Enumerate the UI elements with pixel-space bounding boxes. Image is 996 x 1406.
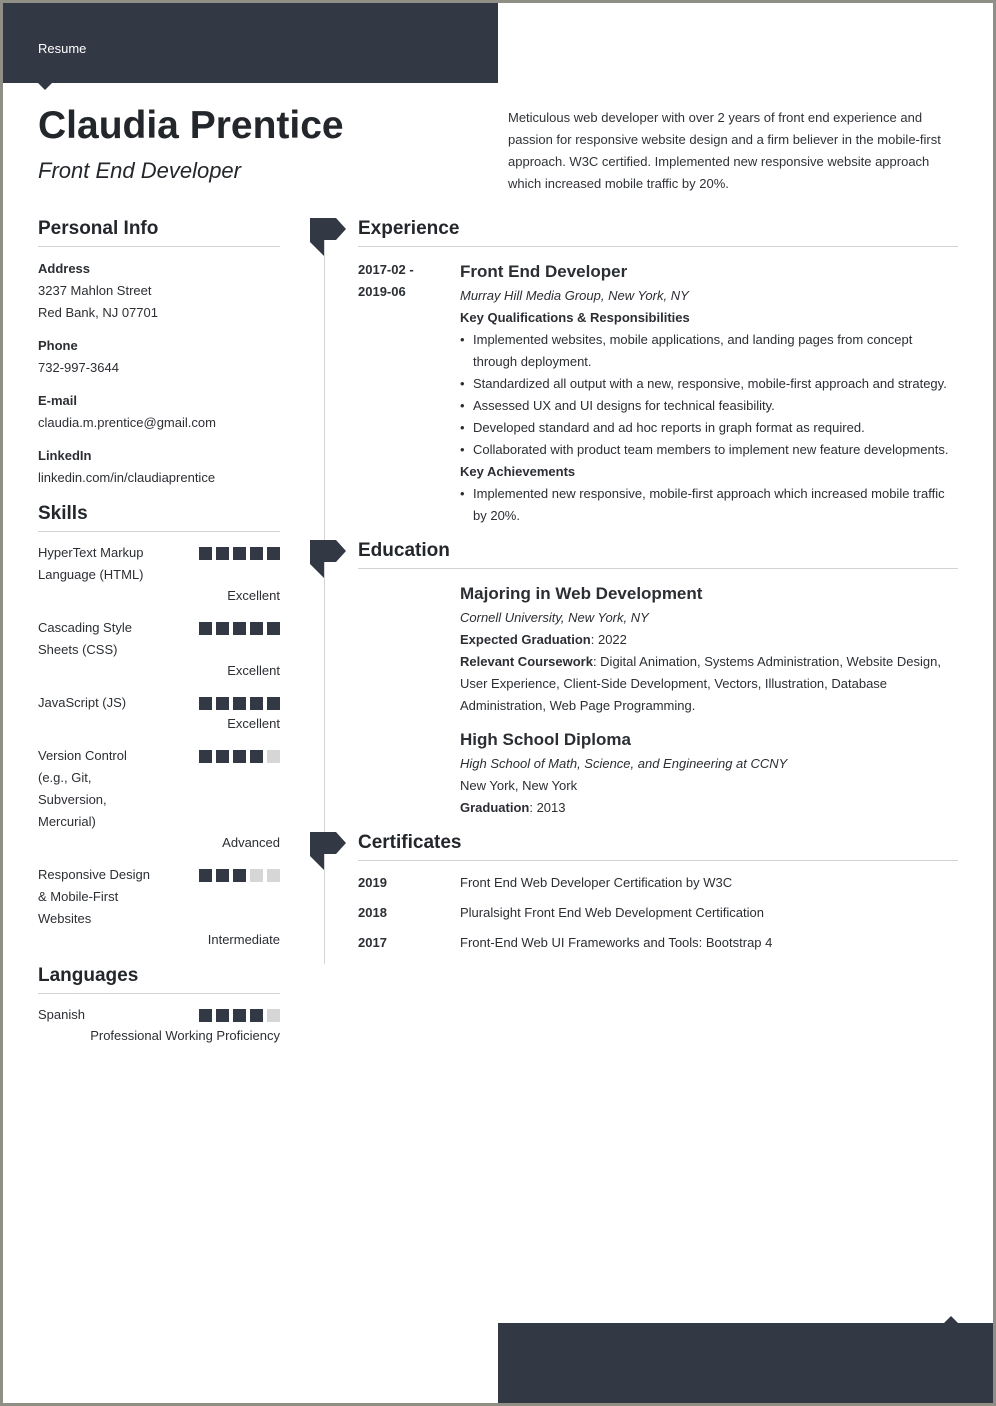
skill-item xyxy=(38,692,280,735)
certificate-year: 2018 xyxy=(358,905,387,920)
rating-filled-square xyxy=(233,1009,246,1022)
skill-rating xyxy=(199,622,280,635)
school-name: Cornell University, New York, NY xyxy=(460,610,649,625)
certificate-row xyxy=(358,932,958,962)
address-line-2: Red Bank, NJ 07701 xyxy=(38,305,158,320)
experience-date: 2017-02 - 2019-06 xyxy=(358,262,414,299)
rating-filled-square xyxy=(199,622,212,635)
certificates-section xyxy=(358,832,958,962)
certificate-year: 2017 xyxy=(358,935,387,950)
skill-level: Advanced xyxy=(222,835,280,850)
rating-filled-square xyxy=(267,622,280,635)
rating-filled-square xyxy=(267,697,280,710)
certificates-flag-icon xyxy=(310,832,346,870)
skill-name: Responsive Design & Mobile-First Websites xyxy=(38,867,151,926)
job-title: Front End Developer xyxy=(460,262,628,281)
certificate-year: 2019 xyxy=(358,875,387,890)
rating-filled-square xyxy=(216,622,229,635)
linkedin-value: linkedin.com/in/claudiaprentice xyxy=(38,470,216,485)
rating-filled-square xyxy=(233,750,246,763)
rating-filled-square xyxy=(216,869,229,882)
rating-filled-square xyxy=(233,697,246,710)
skill-level: Excellent xyxy=(227,716,280,731)
skill-rating xyxy=(199,869,280,882)
skill-level: Excellent xyxy=(227,588,280,603)
address-label: Address xyxy=(38,261,91,276)
coursework-value: : Digital Animation, Systems Administration, Website Design, User Experience, Client-Side Development, Vectors, Illustration, Database Administration, Web Page Programming. xyxy=(460,654,941,713)
education-heading: Education xyxy=(358,540,958,569)
skill-item xyxy=(38,864,280,951)
footer-bar xyxy=(498,1323,993,1403)
skills-list xyxy=(38,542,280,951)
certificate-name: Front-End Web UI Frameworks and Tools: Bootstrap 4 xyxy=(460,935,773,950)
resume-label: Resume xyxy=(38,41,87,56)
graduation-value: : 2013 xyxy=(529,800,566,815)
language-rating xyxy=(199,1009,280,1022)
experience-heading: Experience xyxy=(358,218,958,247)
certificate-row xyxy=(358,872,958,902)
degree-title: Majoring in Web Development xyxy=(460,584,703,603)
achievements-heading: Key Achievements xyxy=(460,464,576,479)
candidate-name: Claudia Prentice xyxy=(38,104,344,147)
address-line-1: 3237 Mahlon Street xyxy=(38,283,152,298)
language-item xyxy=(38,1004,280,1047)
skill-rating xyxy=(199,547,280,560)
phone-label: Phone xyxy=(38,338,78,353)
coursework-label: Relevant Coursework xyxy=(460,654,593,669)
certificates-heading: Certificates xyxy=(358,832,958,861)
rating-filled-square xyxy=(199,750,212,763)
rating-empty-square xyxy=(267,1009,280,1022)
language-name: Spanish xyxy=(38,1007,85,1022)
education-flag-icon xyxy=(310,540,346,578)
certificate-row xyxy=(358,902,958,932)
linkedin-label: LinkedIn xyxy=(38,448,92,463)
skill-name: Version Control (e.g., Git, Subversion, Mercurial) xyxy=(38,748,127,829)
skill-rating xyxy=(199,750,280,763)
rating-filled-square xyxy=(199,697,212,710)
rating-filled-square xyxy=(216,750,229,763)
graduation-value: : 2022 xyxy=(590,632,627,647)
skill-name: HyperText Markup Language (HTML) xyxy=(38,545,144,582)
header-pointer xyxy=(38,83,52,90)
education-section xyxy=(358,540,958,819)
company-name: Murray Hill Media Group, New York, NY xyxy=(460,288,689,303)
rating-filled-square xyxy=(216,547,229,560)
graduation-label: Expected Graduation xyxy=(460,632,591,647)
education-entry xyxy=(358,581,958,717)
certificate-name: Pluralsight Front End Web Development Certification xyxy=(460,905,764,920)
candidate-title: Front End Developer xyxy=(38,158,241,183)
skill-level: Excellent xyxy=(227,663,280,678)
languages-heading: Languages xyxy=(38,965,280,994)
rating-filled-square xyxy=(199,1009,212,1022)
certificates-list xyxy=(358,872,958,962)
education-entry xyxy=(358,727,958,819)
rating-filled-square xyxy=(250,697,263,710)
graduation-label: Graduation xyxy=(460,800,530,815)
school-location: New York, New York xyxy=(460,778,578,793)
rating-filled-square xyxy=(199,869,212,882)
personal-info-heading: Personal Info xyxy=(38,218,280,247)
skill-name: Cascading Style Sheets (CSS) xyxy=(38,620,132,657)
list-item: • Implemented new responsive, mobile-first approach which increased mobile traffic by 20%. xyxy=(460,483,958,527)
language-level: Professional Working Proficiency xyxy=(90,1028,280,1043)
rating-empty-square xyxy=(250,869,263,882)
skill-level: Intermediate xyxy=(207,932,280,947)
rating-filled-square xyxy=(233,869,246,882)
header-bar xyxy=(3,3,498,83)
rating-filled-square xyxy=(267,547,280,560)
rating-filled-square xyxy=(250,622,263,635)
rating-filled-square xyxy=(199,547,212,560)
list-item: • Implemented websites, mobile applications, and landing pages from concept through deployment. xyxy=(460,329,958,373)
email-label: E-mail xyxy=(38,393,78,408)
profile-summary: Meticulous web developer with over 2 years of front end experience and passion for responsive website design and a firm believer in the mobile-first approach. W3C certified. Implemented new responsive website approach which increased mobile traffic by 20%. xyxy=(508,110,941,191)
email-value: claudia.m.prentice@gmail.com xyxy=(38,415,216,430)
rating-filled-square xyxy=(250,547,263,560)
phone-value: 732-997-3644 xyxy=(38,360,119,375)
rating-filled-square xyxy=(216,1009,229,1022)
skill-item xyxy=(38,617,280,682)
skill-name: JavaScript (JS) xyxy=(38,695,127,710)
list-item: • Collaborated with product team members to implement new feature developments. xyxy=(460,439,958,461)
rating-empty-square xyxy=(267,750,280,763)
rating-empty-square xyxy=(267,869,280,882)
footer-pointer xyxy=(944,1316,958,1323)
experience-flag-icon xyxy=(310,218,346,256)
skill-item xyxy=(38,745,280,854)
skill-item xyxy=(38,542,280,607)
rating-filled-square xyxy=(250,750,263,763)
achievements-list xyxy=(460,483,958,527)
degree-title: High School Diploma xyxy=(460,730,631,749)
responsibilities-list xyxy=(460,329,958,461)
skill-rating xyxy=(199,697,280,710)
experience-section xyxy=(358,218,958,527)
certificate-name: Front End Web Developer Certification by W3C xyxy=(460,875,733,890)
rating-filled-square xyxy=(250,1009,263,1022)
school-name: High School of Math, Science, and Engineering at CCNY xyxy=(460,756,788,771)
experience-entry xyxy=(358,259,958,527)
list-item: • Standardized all output with a new, responsive, mobile-first approach and strategy. xyxy=(460,373,958,395)
list-item: • Assessed UX and UI designs for technical feasibility. xyxy=(460,395,958,417)
rating-filled-square xyxy=(216,697,229,710)
skills-heading: Skills xyxy=(38,503,280,532)
qualifications-heading: Key Qualifications & Responsibilities xyxy=(460,310,690,325)
rating-filled-square xyxy=(233,622,246,635)
list-item: • Developed standard and ad hoc reports in graph format as required. xyxy=(460,417,958,439)
rating-filled-square xyxy=(233,547,246,560)
left-column xyxy=(38,218,280,1047)
